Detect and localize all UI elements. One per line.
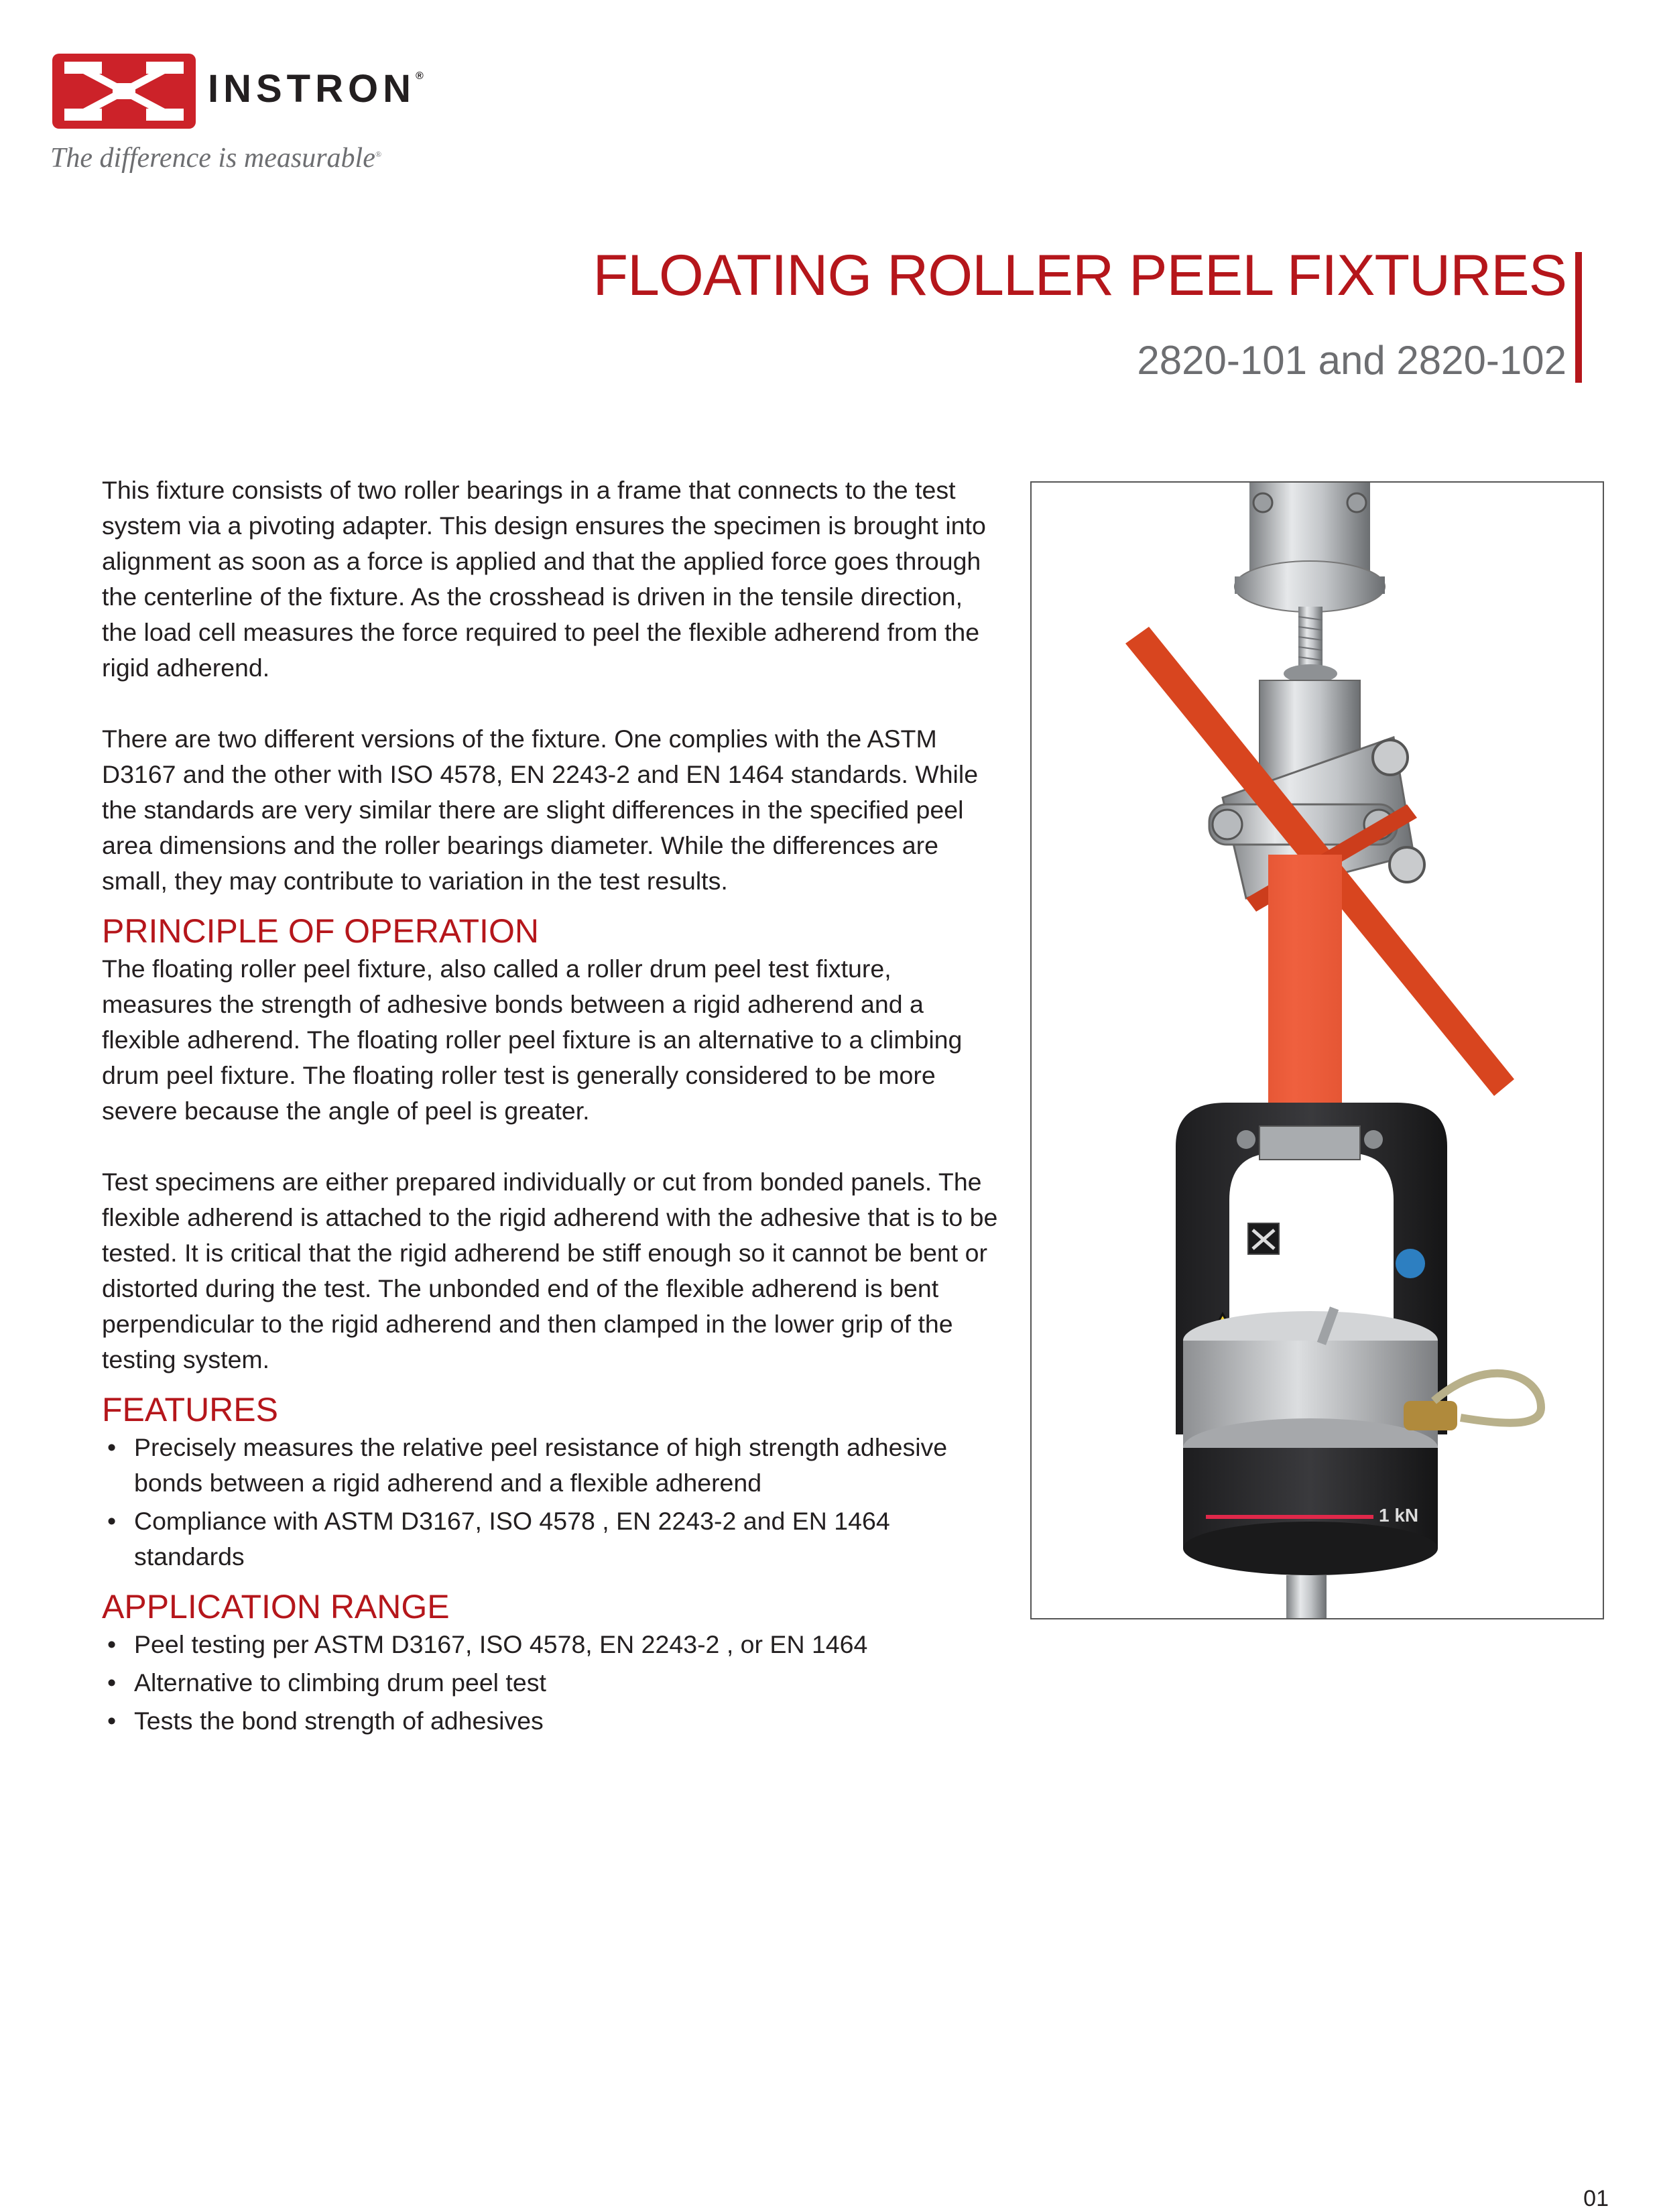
instron-logo [52,54,468,129]
fixture-illustration [1032,483,1603,1618]
principle-paragraph-1: The floating roller peel fixture, also called a roller drum peel test fixture, measures the strength of adhesive bonds between a rigid adherend and a flexible adherend. The floating roller peel fixture is an alternative to a climbing drum peel fixture. The floating roller test is generally considered to be more severe because the angle of peel is greater. [102,955,963,1125]
list-item: • Tests the bond strength of adhesives [107,1707,544,1735]
info-icon [1396,1249,1425,1278]
brand-tagline: The difference is measurable® [50,143,381,174]
text-column [102,473,1000,1739]
features-heading: FEATURES [102,1391,278,1428]
list-item: • Precisely measures the relative peel resistance of high strength adhesive bonds between a rigid adherend and a flexible adherend [107,1433,948,1497]
list-item: • Alternative to climbing drum peel test [107,1668,546,1697]
application-list [102,1627,1000,1739]
application-heading: APPLICATION RANGE [102,1588,450,1625]
load-cell-label: 1 kN [1379,1505,1419,1526]
principle-paragraph-2: Test specimens are either prepared individually or cut from bonded panels. The flexible adherend is attached to the rigid adherend with the adhesive that is to be tested. It is critical that the rigid adherend be stiff enough so it cannot be bent or distorted during the test. The unbonded end of the flexible adherend is bent perpendicular to the rigid adherend and then clamped in the lower grip of the testing system. [102,1168,998,1373]
principle-heading: PRINCIPLE OF OPERATION [102,912,539,950]
title-accent-rule [1575,252,1582,383]
list-item: • Compliance with ASTM D3167, ISO 4578 , EN 2243-2 and EN 1464 standards [107,1507,890,1571]
intro-paragraph-1: This fixture consists of two roller bearings in a frame that connects to the test system via a pivoting adapter. This design ensures the specimen is brought into alignment as soon as a force is applied and that the applied force goes through the centerline of the fixture. As the crosshead is driven in the tensile direction, the load cell measures the force required to peel the flexible adherend from the rigid adherend. [102,476,986,682]
product-photo [1030,481,1604,1619]
grip-jaw [1259,1126,1360,1160]
brand-name: INSTRON® [208,67,424,111]
air-fitting [1404,1401,1457,1430]
list-item: • Peel testing per ASTM D3167, ISO 4578, EN 2243-2 , or EN 1464 [107,1630,868,1658]
title-block [593,243,1566,383]
page-number: 01 [1583,2186,1609,2211]
instron-logo-mark [52,54,196,129]
features-list [102,1430,1000,1575]
intro-paragraph-2: There are two different versions of the fixture. One complies with the ASTM D3167 and the other with ISO 4578, EN 2243-2 and EN 1464 standards. While the standards are very similar there are slight differences in the specified peel area dimensions and the roller bearings diameter. While the differences are small, they may contribute to variation in the test results. [102,725,979,895]
page-subtitle: 2820-101 and 2820-102 [1137,338,1566,383]
page-title: FLOATING ROLLER PEEL FIXTURES [593,243,1566,308]
